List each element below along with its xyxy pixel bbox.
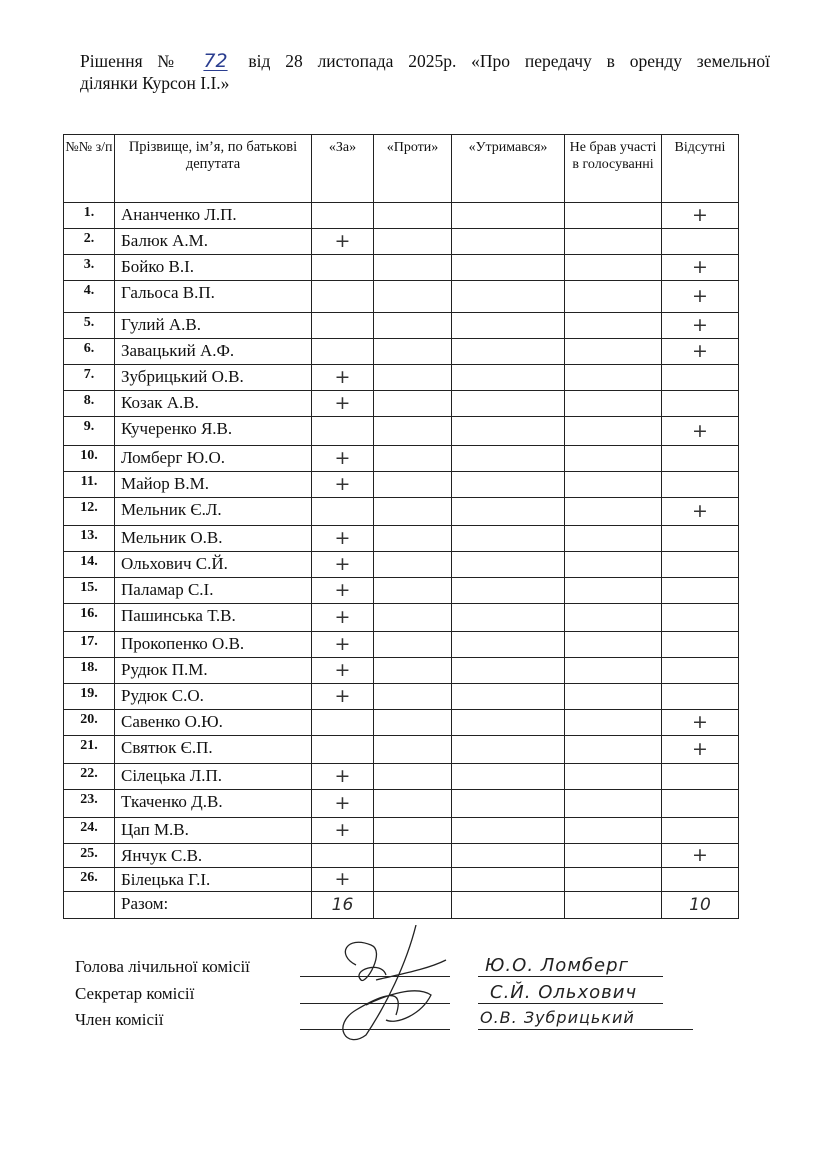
- vote-mark: +: [334, 685, 351, 707]
- vote-cell-not-voted: [565, 578, 662, 604]
- row-number: 12.: [64, 498, 115, 526]
- vote-cell-not-voted: [565, 203, 662, 229]
- table-row: [64, 552, 739, 578]
- vote-cell-absent: [662, 446, 739, 472]
- deputy-name: Сілецька Л.П.: [115, 764, 312, 790]
- vote-cell-absent: [662, 498, 739, 526]
- vote-cell-for: [312, 684, 374, 710]
- vote-cell-abstain: [452, 417, 565, 446]
- vote-cell-not-voted: [565, 790, 662, 818]
- vote-cell-not-voted: [565, 313, 662, 339]
- vote-cell-not-voted: [565, 446, 662, 472]
- deputy-name: Ткаченко Д.В.: [115, 790, 312, 818]
- row-number: 15.: [64, 578, 115, 604]
- decision-prefix: Рішення №: [80, 51, 185, 71]
- vote-cell-abstain: [452, 658, 565, 684]
- vote-cell-for: [312, 203, 374, 229]
- vote-cell-for: [312, 552, 374, 578]
- vote-cell-abstain: [452, 844, 565, 868]
- row-number: 17.: [64, 632, 115, 658]
- vote-cell-against: [374, 632, 452, 658]
- decision-title-line1: від 28 листопада 2025р. «Про передачу в оренду земельної: [248, 51, 771, 71]
- row-number: 18.: [64, 658, 115, 684]
- col-header-number: №№ з/п: [64, 135, 115, 203]
- vote-cell-against: [374, 710, 452, 736]
- vote-cell-for: [312, 790, 374, 818]
- secretary-name-line: [478, 1003, 663, 1004]
- table-row: [64, 710, 739, 736]
- vote-cell-abstain: [452, 764, 565, 790]
- vote-cell-not-voted: [565, 498, 662, 526]
- row-number: 24.: [64, 818, 115, 844]
- vote-cell-absent: [662, 552, 739, 578]
- vote-cell-against: [374, 391, 452, 417]
- row-number: 6.: [64, 339, 115, 365]
- deputy-name: Прокопенко О.В.: [115, 632, 312, 658]
- vote-cell-abstain: [452, 365, 565, 391]
- totals-row: [64, 892, 739, 919]
- deputy-name: Паламар С.І.: [115, 578, 312, 604]
- deputy-name: Цап М.В.: [115, 818, 312, 844]
- vote-cell-for: [312, 818, 374, 844]
- row-number: 4.: [64, 281, 115, 313]
- table-row: [64, 255, 739, 281]
- vote-cell-absent: [662, 604, 739, 632]
- vote-cell-not-voted: [565, 604, 662, 632]
- vote-cell-for: [312, 604, 374, 632]
- vote-mark: +: [334, 765, 351, 787]
- table-row: [64, 526, 739, 552]
- table-row: [64, 844, 739, 868]
- row-number: 11.: [64, 472, 115, 498]
- member-name-line: [478, 1029, 693, 1030]
- table-row: [64, 498, 739, 526]
- vote-mark: +: [692, 419, 708, 442]
- total-absent: 10: [662, 892, 739, 919]
- deputy-name: Ананченко Л.П.: [115, 203, 312, 229]
- vote-cell-abstain: [452, 472, 565, 498]
- deputy-name: Янчук С.В.: [115, 844, 312, 868]
- vote-cell-absent: [662, 255, 739, 281]
- vote-cell-against: [374, 818, 452, 844]
- vote-cell-against: [374, 684, 452, 710]
- vote-cell-absent: [662, 764, 739, 790]
- deputy-name: Гулий А.В.: [115, 313, 312, 339]
- vote-cell-for: [312, 710, 374, 736]
- vote-cell-against: [374, 578, 452, 604]
- table-row: [64, 391, 739, 417]
- vote-cell-for: [312, 417, 374, 446]
- vote-cell-absent: [662, 578, 739, 604]
- vote-cell-not-voted: [565, 632, 662, 658]
- deputy-name: Кучеренко Я.В.: [115, 417, 312, 446]
- table-row: [64, 339, 739, 365]
- table-row: [64, 313, 739, 339]
- deputy-name: Майор В.М.: [115, 472, 312, 498]
- vote-cell-against: [374, 339, 452, 365]
- chair-name-line: [478, 976, 663, 977]
- vote-mark: +: [692, 340, 708, 362]
- vote-cell-against: [374, 764, 452, 790]
- table-row: [64, 736, 739, 764]
- vote-cell-absent: [662, 632, 739, 658]
- vote-cell-not-voted: [565, 391, 662, 417]
- vote-cell-against: [374, 868, 452, 892]
- vote-mark: +: [334, 392, 351, 414]
- deputy-name: Святюк Є.П.: [115, 736, 312, 764]
- vote-cell-absent: [662, 526, 739, 552]
- row-number: 9.: [64, 417, 115, 446]
- decision-heading: [80, 50, 770, 94]
- total-not-voted: [565, 892, 662, 919]
- vote-cell-not-voted: [565, 339, 662, 365]
- vote-cell-absent: [662, 868, 739, 892]
- vote-cell-not-voted: [565, 710, 662, 736]
- vote-cell-against: [374, 736, 452, 764]
- row-number: 3.: [64, 255, 115, 281]
- vote-cell-against: [374, 229, 452, 255]
- vote-cell-abstain: [452, 446, 565, 472]
- handwritten-signature-scribble: [326, 925, 466, 1055]
- vote-mark: +: [334, 659, 351, 681]
- vote-cell-absent: [662, 472, 739, 498]
- row-number: 25.: [64, 844, 115, 868]
- deputy-name: Савенко О.Ю.: [115, 710, 312, 736]
- row-number: 7.: [64, 365, 115, 391]
- vote-cell-not-voted: [565, 868, 662, 892]
- vote-mark: +: [334, 553, 351, 575]
- row-number: 22.: [64, 764, 115, 790]
- vote-cell-for: [312, 365, 374, 391]
- table-row: [64, 684, 739, 710]
- vote-cell-abstain: [452, 255, 565, 281]
- vote-mark: +: [334, 230, 351, 252]
- vote-mark: +: [334, 527, 351, 549]
- row-number: 20.: [64, 710, 115, 736]
- vote-cell-against: [374, 313, 452, 339]
- vote-cell-abstain: [452, 604, 565, 632]
- vote-cell-absent: [662, 710, 739, 736]
- vote-cell-against: [374, 365, 452, 391]
- vote-cell-absent: [662, 281, 739, 313]
- vote-cell-for: [312, 255, 374, 281]
- vote-mark: +: [692, 204, 708, 226]
- vote-cell-abstain: [452, 736, 565, 764]
- vote-cell-for: [312, 658, 374, 684]
- table-row: [64, 472, 739, 498]
- vote-cell-absent: [662, 658, 739, 684]
- vote-cell-not-voted: [565, 417, 662, 446]
- table-row: [64, 790, 739, 818]
- vote-cell-abstain: [452, 498, 565, 526]
- vote-mark: +: [692, 738, 708, 760]
- voting-table: [63, 134, 739, 919]
- table-row: [64, 281, 739, 313]
- vote-cell-abstain: [452, 313, 565, 339]
- deputy-name: Білецька Г.І.: [115, 868, 312, 892]
- vote-cell-absent: [662, 229, 739, 255]
- vote-cell-absent: [662, 736, 739, 764]
- table-row: [64, 818, 739, 844]
- vote-cell-absent: [662, 365, 739, 391]
- table-row: [64, 229, 739, 255]
- secretary-name-handwritten: С.Й. Ольхович: [490, 982, 638, 1003]
- vote-cell-abstain: [452, 229, 565, 255]
- row-number: 26.: [64, 868, 115, 892]
- vote-cell-for: [312, 844, 374, 868]
- deputy-name: Ольхович С.Й.: [115, 552, 312, 578]
- vote-mark: +: [334, 366, 351, 388]
- deputy-name: Балюк А.М.: [115, 229, 312, 255]
- totals-label: Разом:: [115, 892, 312, 919]
- vote-cell-against: [374, 498, 452, 526]
- vote-cell-not-voted: [565, 255, 662, 281]
- vote-cell-not-voted: [565, 736, 662, 764]
- row-number: 23.: [64, 790, 115, 818]
- vote-mark: +: [692, 285, 708, 307]
- vote-cell-abstain: [452, 281, 565, 313]
- vote-mark: +: [334, 579, 351, 601]
- table-row: [64, 365, 739, 391]
- vote-cell-against: [374, 658, 452, 684]
- vote-cell-abstain: [452, 203, 565, 229]
- vote-cell-for: [312, 526, 374, 552]
- table-row: [64, 658, 739, 684]
- vote-cell-absent: [662, 417, 739, 446]
- deputy-name: Бойко В.І.: [115, 255, 312, 281]
- vote-cell-against: [374, 446, 452, 472]
- chair-name-handwritten: Ю.О. Ломберг: [485, 955, 629, 976]
- member-name-handwritten: О.В. Зубрицький: [480, 1008, 635, 1027]
- vote-cell-for: [312, 339, 374, 365]
- vote-cell-for: [312, 498, 374, 526]
- row-number: 10.: [64, 446, 115, 472]
- totals-empty-cell: [64, 892, 115, 919]
- table-header-row: [64, 135, 739, 203]
- vote-cell-absent: [662, 684, 739, 710]
- vote-cell-for: [312, 281, 374, 313]
- table-row: [64, 417, 739, 446]
- vote-cell-abstain: [452, 339, 565, 365]
- vote-cell-not-voted: [565, 658, 662, 684]
- vote-cell-absent: [662, 844, 739, 868]
- vote-cell-for: [312, 446, 374, 472]
- vote-cell-for: [312, 391, 374, 417]
- col-header-name: Прізвище, ім’я, по батькові депутата: [115, 135, 312, 203]
- vote-cell-against: [374, 417, 452, 446]
- vote-cell-abstain: [452, 391, 565, 417]
- vote-cell-against: [374, 844, 452, 868]
- vote-cell-not-voted: [565, 526, 662, 552]
- vote-mark: +: [334, 819, 351, 841]
- deputy-name: Козак А.В.: [115, 391, 312, 417]
- member-label: Член комісії: [75, 1010, 164, 1029]
- vote-cell-absent: [662, 313, 739, 339]
- vote-cell-absent: [662, 203, 739, 229]
- vote-cell-abstain: [452, 578, 565, 604]
- vote-mark: +: [334, 447, 351, 469]
- vote-mark: +: [334, 868, 351, 890]
- vote-cell-not-voted: [565, 764, 662, 790]
- vote-cell-absent: [662, 790, 739, 818]
- vote-mark: +: [692, 711, 708, 733]
- decision-number: 72: [203, 50, 228, 72]
- vote-cell-not-voted: [565, 229, 662, 255]
- vote-cell-for: [312, 313, 374, 339]
- chair-label: Голова лічильної комісії: [75, 957, 250, 976]
- vote-cell-for: [312, 736, 374, 764]
- vote-mark: +: [334, 606, 351, 628]
- col-header-against: «Проти»: [374, 135, 452, 203]
- table-row: [64, 632, 739, 658]
- row-number: 1.: [64, 203, 115, 229]
- vote-cell-not-voted: [565, 552, 662, 578]
- deputy-name: Рудюк П.М.: [115, 658, 312, 684]
- vote-cell-abstain: [452, 552, 565, 578]
- vote-cell-not-voted: [565, 365, 662, 391]
- vote-mark: +: [334, 792, 351, 814]
- vote-mark: +: [692, 500, 708, 522]
- vote-cell-not-voted: [565, 818, 662, 844]
- vote-cell-against: [374, 255, 452, 281]
- vote-cell-for: [312, 632, 374, 658]
- total-abstain: [452, 892, 565, 919]
- vote-mark: +: [334, 473, 351, 495]
- deputy-name: Рудюк С.О.: [115, 684, 312, 710]
- vote-cell-absent: [662, 339, 739, 365]
- table-row: [64, 446, 739, 472]
- row-number: 5.: [64, 313, 115, 339]
- deputy-name: Зубрицький О.В.: [115, 365, 312, 391]
- secretary-label: Секретар комісії: [75, 984, 195, 1003]
- row-number: 14.: [64, 552, 115, 578]
- row-number: 8.: [64, 391, 115, 417]
- vote-cell-absent: [662, 818, 739, 844]
- vote-cell-for: [312, 868, 374, 892]
- vote-cell-abstain: [452, 684, 565, 710]
- vote-cell-not-voted: [565, 684, 662, 710]
- vote-cell-not-voted: [565, 844, 662, 868]
- vote-cell-not-voted: [565, 472, 662, 498]
- vote-mark: +: [334, 633, 351, 655]
- total-for: 16: [312, 892, 374, 919]
- row-number: 2.: [64, 229, 115, 255]
- vote-cell-against: [374, 472, 452, 498]
- col-header-for: «За»: [312, 135, 374, 203]
- table-row: [64, 203, 739, 229]
- vote-mark: +: [692, 844, 708, 866]
- col-header-absent: Відсутні: [662, 135, 739, 203]
- total-against: [374, 892, 452, 919]
- table-row: [64, 604, 739, 632]
- col-header-not-voted: Не брав участі в голосуванні: [565, 135, 662, 203]
- row-number: 16.: [64, 604, 115, 632]
- vote-cell-abstain: [452, 790, 565, 818]
- vote-mark: +: [692, 256, 708, 278]
- vote-cell-for: [312, 229, 374, 255]
- vote-cell-absent: [662, 391, 739, 417]
- row-number: 21.: [64, 736, 115, 764]
- vote-cell-not-voted: [565, 281, 662, 313]
- vote-cell-abstain: [452, 818, 565, 844]
- vote-mark: +: [692, 314, 708, 336]
- deputy-name: Мельник Є.Л.: [115, 498, 312, 526]
- vote-cell-abstain: [452, 868, 565, 892]
- decision-title-line2: ділянки Курсон І.І.»: [80, 73, 230, 93]
- vote-cell-abstain: [452, 632, 565, 658]
- deputy-name: Ломберг Ю.О.: [115, 446, 312, 472]
- vote-cell-against: [374, 552, 452, 578]
- table-row: [64, 868, 739, 892]
- deputy-name: Пашинська Т.В.: [115, 604, 312, 632]
- vote-cell-for: [312, 578, 374, 604]
- vote-cell-abstain: [452, 526, 565, 552]
- vote-cell-for: [312, 472, 374, 498]
- row-number: 13.: [64, 526, 115, 552]
- vote-cell-for: [312, 764, 374, 790]
- vote-cell-against: [374, 526, 452, 552]
- vote-cell-against: [374, 281, 452, 313]
- row-number: 19.: [64, 684, 115, 710]
- vote-cell-against: [374, 604, 452, 632]
- vote-cell-against: [374, 203, 452, 229]
- table-row: [64, 578, 739, 604]
- deputy-name: Мельник О.В.: [115, 526, 312, 552]
- deputy-name: Завацький А.Ф.: [115, 339, 312, 365]
- vote-cell-against: [374, 790, 452, 818]
- col-header-abstain: «Утримався»: [452, 135, 565, 203]
- table-row: [64, 764, 739, 790]
- vote-cell-abstain: [452, 710, 565, 736]
- deputy-name: Гальоса В.П.: [115, 281, 312, 313]
